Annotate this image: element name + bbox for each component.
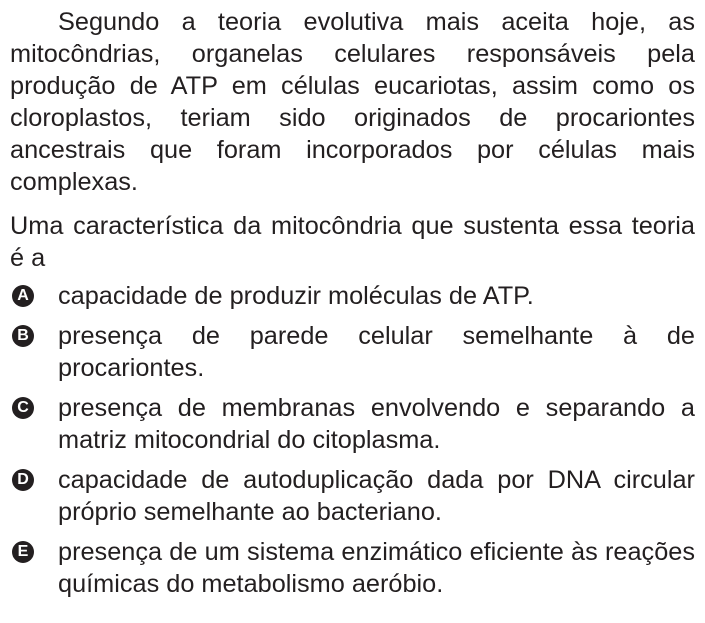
question-page: [10, 6, 695, 608]
option-b-text: presença de parede celular semelhante à de procariontes.: [58, 322, 695, 382]
option-b[interactable]: [10, 320, 695, 384]
intro-paragraph: Segundo a teoria evolutiva mais aceita hoje, as mitocôndrias, organelas celulares responsáveis pela produção de ATP em células eucariotas, assim como os cloroplastos, teriam sido originados de procariontes ancestrais que foram incorporados por células mais complexas.: [10, 8, 695, 196]
answer-options: [10, 280, 695, 600]
option-d-letter-badge: D: [12, 469, 34, 491]
option-c-text: presença de membranas envolvendo e separando a matriz mitocondrial do citoplasma.: [58, 394, 695, 454]
option-a[interactable]: [10, 280, 695, 312]
option-a-letter-badge: A: [12, 285, 34, 307]
option-d-text: capacidade de autoduplicação dada por DNA circular próprio semelhante ao bacteriano.: [58, 466, 695, 526]
option-e[interactable]: [10, 536, 695, 600]
option-c-letter-badge: C: [12, 397, 34, 419]
option-c[interactable]: [10, 392, 695, 456]
option-d[interactable]: [10, 464, 695, 528]
option-a-text: capacidade de produzir moléculas de ATP.: [58, 282, 534, 310]
question-stem: Uma característica da mitocôndria que sustenta essa teoria é a: [10, 212, 695, 272]
option-e-text: presença de um sistema enzimático eficiente às reações químicas do metabolismo aeróbio.: [58, 538, 695, 598]
option-b-letter-badge: B: [12, 325, 34, 347]
option-e-letter-badge: E: [12, 541, 34, 563]
